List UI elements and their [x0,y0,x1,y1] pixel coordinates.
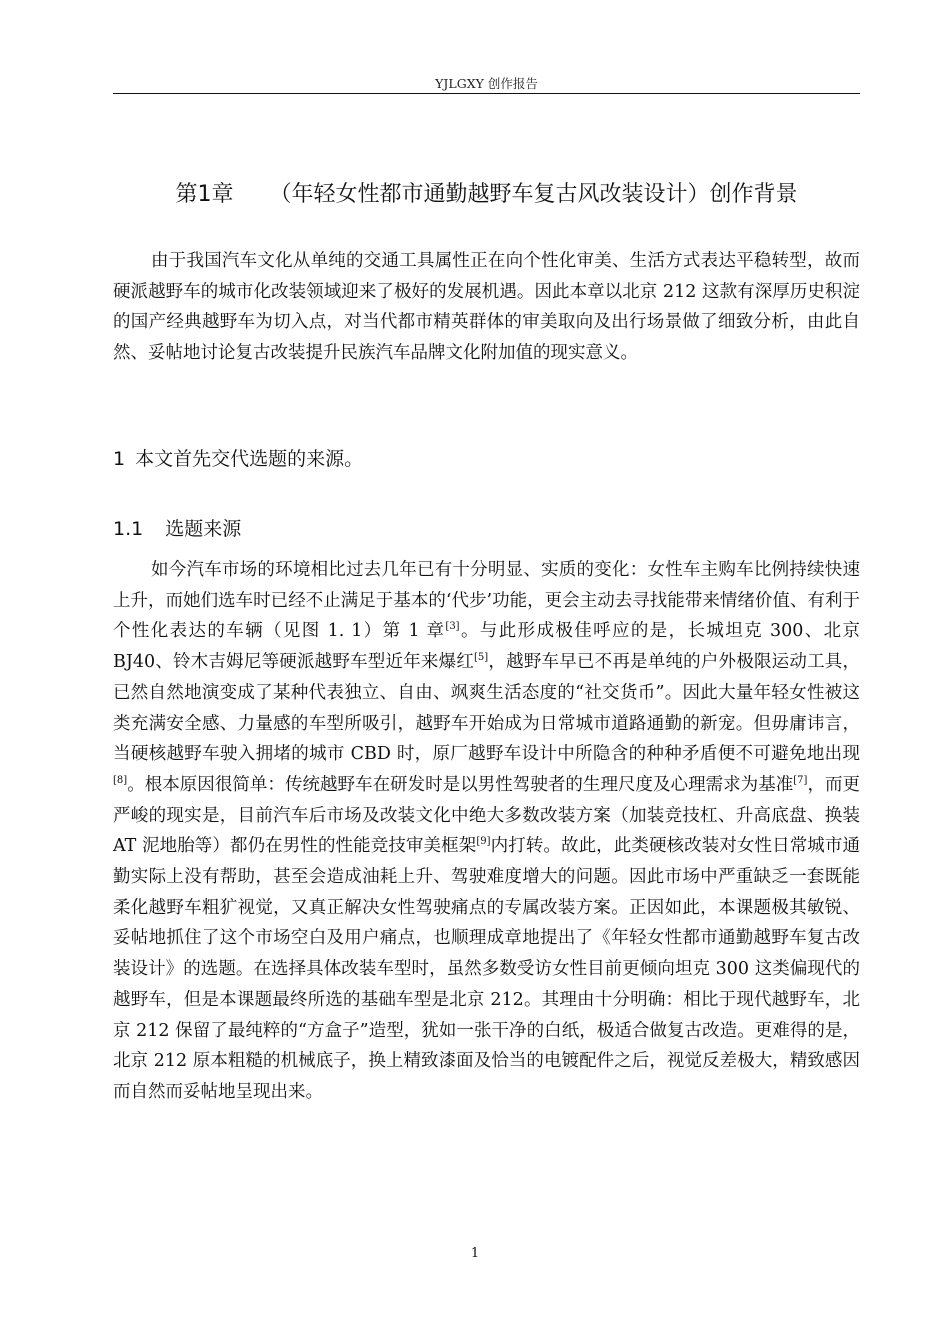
citation-ref: [7] [793,775,808,787]
chapter-number: 第1章 [175,182,234,207]
section-heading [113,444,363,471]
page-number: 1 [470,1246,480,1261]
citation-ref: [5] [474,652,489,664]
body-text: 。与此形成极佳呼应的是，长城坦克 300、北京 BJ40、铃木吉姆尼等硬派越野车型近年来爆红 [113,621,861,673]
header-divider [113,93,860,94]
body-paragraph [113,555,860,1108]
body-text: 。根本原因很简单：传统越野车在研发时是以男性驾驶者的生理尺度及心理需求为基准 [127,774,794,795]
body-text: 内打转。故此，此类硬核改装对女性日常城市通勤实际上没有帮助，甚至会造成油耗上升、驾驶难度增大的问题。因此市场中严重缺乏一套既能柔化越野车粗犷视觉，又真正解决女性驾驶痛点的专属改装方案。正因如此，本课题极其敏锐、妥帖地抓住了这个市场空白及用户痛点，也顺理成章地提出了《年轻女性都市通勤越野车复古改装设计》的选题。在选择具体改装车型时，虽然多数受访女性目前更倾向坦克 300 这类偏现代的越野车，但是本课题最终所选的基础车型是北京 212。其理由十分明确：相比于现代越野车，北京 212 保留了最纯粹的“方盒子”造型，犹如一张干净的白纸，极适合做复古改造。更难得的是，北京 212 原本粗糙的机械底子，换上精致漆面及恰当的电镀配件之后，视觉反差极大，精致感因而自然而妥帖地呈现出来。 [113,836,860,1102]
chapter-title [113,177,860,208]
body-text: 如今汽车市场的环境相比过去几年已有十分明显、实质的变化：女性车主购车比例持续快速上升，而她们选车时已经不止满足于基本的‘代步’功能，更会主动去寻找能带来情绪价值、有利于个性化表达的车辆（见图 1. 1）第 1 章 [113,560,860,642]
section-title: 本文首先交代选题的来源。 [135,448,364,470]
section-number: 1 [113,448,126,470]
body-text: ，越野车早已不再是单纯的户外极限运动工具，已然自然地演变成了某种代表独立、自由、飒爽生活态度的“社交货币”。因此大量年轻女性被这类充满安全感、力量感的车型所吸引，越野车开始成为日常城市道路通勤的新宠。但毋庸讳言，当硬核越野车驶入拥堵的城市 CBD 时，原厂越野车设计中所隐含的种种矛盾便不可避免地出现 [113,652,860,765]
subsection-number: 1.1 [113,518,144,540]
subsection-heading [113,514,241,541]
citation-ref: [8] [113,775,128,787]
body-text: ，而更严峻的现实是，目前汽车后市场及改装文化中绝大多数改装方案（加装竞技杠、升高底盘、换装 AT 泥地胎等）都仍在男性的性能竞技审美框架 [113,774,861,857]
citation-ref: [9] [476,836,491,848]
page-header: YJLGXY 创作报告 [435,76,538,91]
intro-paragraph: 由于我国汽车文化从单纯的交通工具属性正在向个性化审美、生活方式表达平稳转型，故而硬派越野车的城市化改装领域迎来了极好的发展机遇。因此本章以北京 212 这款有深厚历史积淀的国产经典越野车为切入点，对当代都市精英群体的审美取向及出行场景做了细致分析，由此自然、妥帖地讨论复古改装提升民族汽车品牌文化附加值的现实意义。 [113,251,860,364]
subsection-title: 选题来源 [165,518,242,540]
citation-ref: [3] [445,621,460,633]
chapter-title-text: （年轻女性都市通勤越野车复古风改装设计）创作背景 [269,182,798,207]
